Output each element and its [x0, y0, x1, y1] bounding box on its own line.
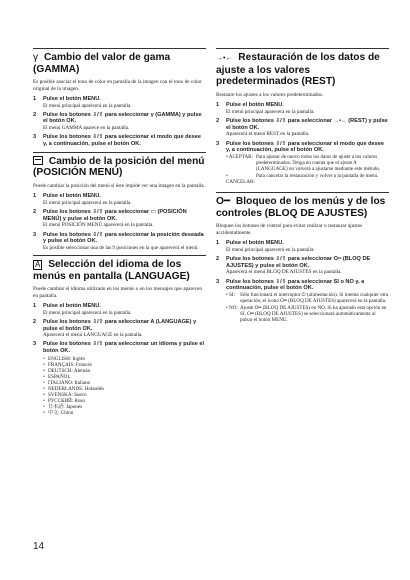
step: 2 Pulse los botones ⇩/⇧ para seleccionar γ (GAMMA) y pulse el botón OK. El menú GAMMA aparece en la pantalla. — [33, 111, 202, 132]
step: 2 Pulse los botones ⇩/⇧ para seleccionar →•← (REST) y pulse el botón OK. Aparecerá el menú REST en la pantalla. — [216, 118, 388, 138]
option-item: • NO: Ajuste O━ (BLOQ DE AJUSTES) en NO. Si ha ajustado esta opción en SI, O━ (BLOQ DE AJUSTES) se seleccionará automáticamente al pulsar el botón MENU. — [226, 304, 387, 324]
step: 3 Pulse los botones ⇩/⇧ para seleccionar la posición deseada y pulse el botón OK. Es posible seleccionar una de las 9 posiciones en la que aparecerá el menú. — [33, 231, 204, 251]
step: 3 Pulse los botones ⇩/⇧ para seleccionar un idioma y pulse el botón OK. • ENGLISH: Inglés • FRANÇAIS: Francés • DEUTSCH: Alemán • ESPAÑOL • ITALIANO: Italiano • NEDERLANDS: Holandés • SVENSKA: Sueco • РУССКИЙ: Ruso • 日本語: Japonés • 中文: Chino — [33, 341, 206, 416]
section-title: A Selección del idioma de los menús en pantalla (LANGUAGE) — [33, 259, 190, 282]
page-number: 14 — [33, 541, 45, 552]
section-title: Cambio de la posición del menú (POSICIÓN MENÚ) — [33, 155, 205, 179]
list-item: • NEDERLANDS: Holandés — [43, 386, 206, 392]
list-item: • SVENSKA: Sueco — [43, 392, 206, 398]
section-intro: Restaure los ajustes a los valores predeterminados. — [216, 91, 324, 98]
step: 2 Pulse los botones ⇩/⇧ para seleccionar A (LANGUAGE) y pulse el botón OK. Aparecerá el menú LANGUAGE en la pantalla. — [33, 318, 197, 339]
option-item: • ACEPTAR: Para ajustar de nuevo todos los datos de ajuste a los valores predeterminados. Tenga en cuenta que el ajuste A (LANGUAGE) no volverá a ajustarse mediante este método. — [226, 153, 381, 172]
step: 1 Pulse el botón MENU. El menú principal aparecerá en la pantalla. — [216, 240, 315, 253]
language-options-list — [43, 356, 206, 417]
left-column — [33, 48, 206, 421]
step: 2 Pulse los botones ⇩/⇧ para seleccionar O━ (BLOQ DE AJUSTES) y pulse el botón OK. Aparecerá el menú BLOQ DE AJUSTES en la pantalla. — [216, 256, 371, 276]
list-item: • 中文: Chino — [43, 410, 206, 416]
step: 1 Pulse el botón MENU. El menú principal aparecerá en la pantalla. — [33, 96, 132, 109]
language-icon: A — [35, 260, 41, 270]
list-item: • 日本語: Japonés — [43, 404, 206, 410]
section-menu-position — [33, 152, 206, 251]
section-title: O━ Bloqueo de los menús y de los controles (BLOQ DE AJUSTES) — [216, 196, 386, 219]
section-intro: Puede cambiar el idioma utilizado en los menús o en los mensajes que aparecen en pantalla. — [33, 286, 203, 299]
option-item: • SI: Sólo funcionará el interruptor ⏻ (alimentación). Si intenta cualquier otra operación, el icono O━ (BLOQ DE AJUSTES) aparecerá en la pantalla. — [226, 291, 389, 304]
right-column — [216, 48, 389, 328]
section-title: →•← Restauración de los datos de ajuste a los valores predeterminados (REST) — [216, 52, 380, 88]
option-item: • CANCELAR: Para cancelar la restauración y volver a la pantalla de menú. — [226, 173, 379, 186]
section-divider — [216, 48, 389, 49]
list-item: • DEUTSCH: Alemán — [43, 368, 206, 374]
section-divider — [33, 255, 206, 256]
section-lock — [216, 192, 389, 324]
section-reset — [216, 48, 389, 186]
section-intro: Bloquee los botones de control para evitar realizar o restaurar ajustes accidentalmente. — [216, 223, 363, 236]
step: 2 Pulse los botones ⇩/⇧ para seleccionar ▭ (POSICIÓN MENÚ) y pulse el botón OK. El menú POSICIÓN MENÚ aparecerá en la pantalla. — [33, 209, 187, 229]
list-item: • РУССКИЙ: Ruso — [43, 398, 206, 404]
section-gamma — [33, 48, 206, 148]
section-divider — [216, 192, 389, 193]
section-divider — [33, 48, 206, 49]
step: 1 Pulse el botón MENU. El menú principal aparecerá en la pantalla. — [33, 303, 132, 316]
section-language — [33, 255, 206, 417]
step: 3 Pulse los botones ⇩/⇧ para seleccionar el modo que desee y, a continuación, pulse el botón OK. • ACEPTAR: Para ajustar de nuevo todos los datos de ajuste a los valores predeterminados. Tenga en cuenta que el ajuste A (LANGUAGE) no volverá a ajustarse mediante este método. • CANCELAR: Para cancelar la restauración y volver a la pantalla de menú. — [216, 141, 389, 187]
reset-icon: →•← — [216, 55, 233, 62]
list-item: • FRANÇAIS: Francés — [43, 362, 206, 368]
gamma-icon: γ — [33, 52, 39, 63]
section-intro: Es posible asociar el tono de color en pantalla de la imagen con el tono de color original de la imagen. — [33, 79, 202, 92]
step: 3 Pulse los botones ⇩/⇧ para seleccionar el modo que desee y, a continuación, pulse el botón OK. — [33, 134, 201, 147]
key-icon: O━ — [216, 196, 231, 208]
menu-position-icon — [33, 156, 43, 165]
step: 1 Pulse el botón MENU. El menú principal aparecerá en la pantalla. — [33, 193, 132, 206]
section-title: γ Cambio del valor de gama (GAMMA) — [33, 52, 171, 75]
list-item: • ENGLISH: Inglés — [43, 356, 206, 362]
list-item: • ITALIANO: Italiano — [43, 380, 206, 386]
list-item: • ESPAÑOL — [43, 374, 206, 380]
step: 3 Pulse los botones ⇩/⇧ para seleccionar SI o NO y, a continuación, pulse el botón OK. • SI: Sólo funcionará el interruptor ⏻ (alimentación). Si intenta cualquier otra operación, el icono O━ (BLOQ DE AJUSTES) aparecerá en la pantalla. • NO: Ajuste O━ (BLOQ DE AJUSTES) en NO. Si ha ajustado esta opción en SI, O━ (BLOQ DE AJUSTES) se seleccionará automáticamente al pulsar el botón MENU. — [216, 278, 389, 324]
section-intro: Puede cambiar la posición del menú si éste impide ver una imagen en la pantalla. — [33, 182, 205, 189]
step: 1 Pulse el botón MENU. El menú principal aparecerá en la pantalla. — [216, 102, 315, 115]
section-divider — [33, 152, 206, 153]
